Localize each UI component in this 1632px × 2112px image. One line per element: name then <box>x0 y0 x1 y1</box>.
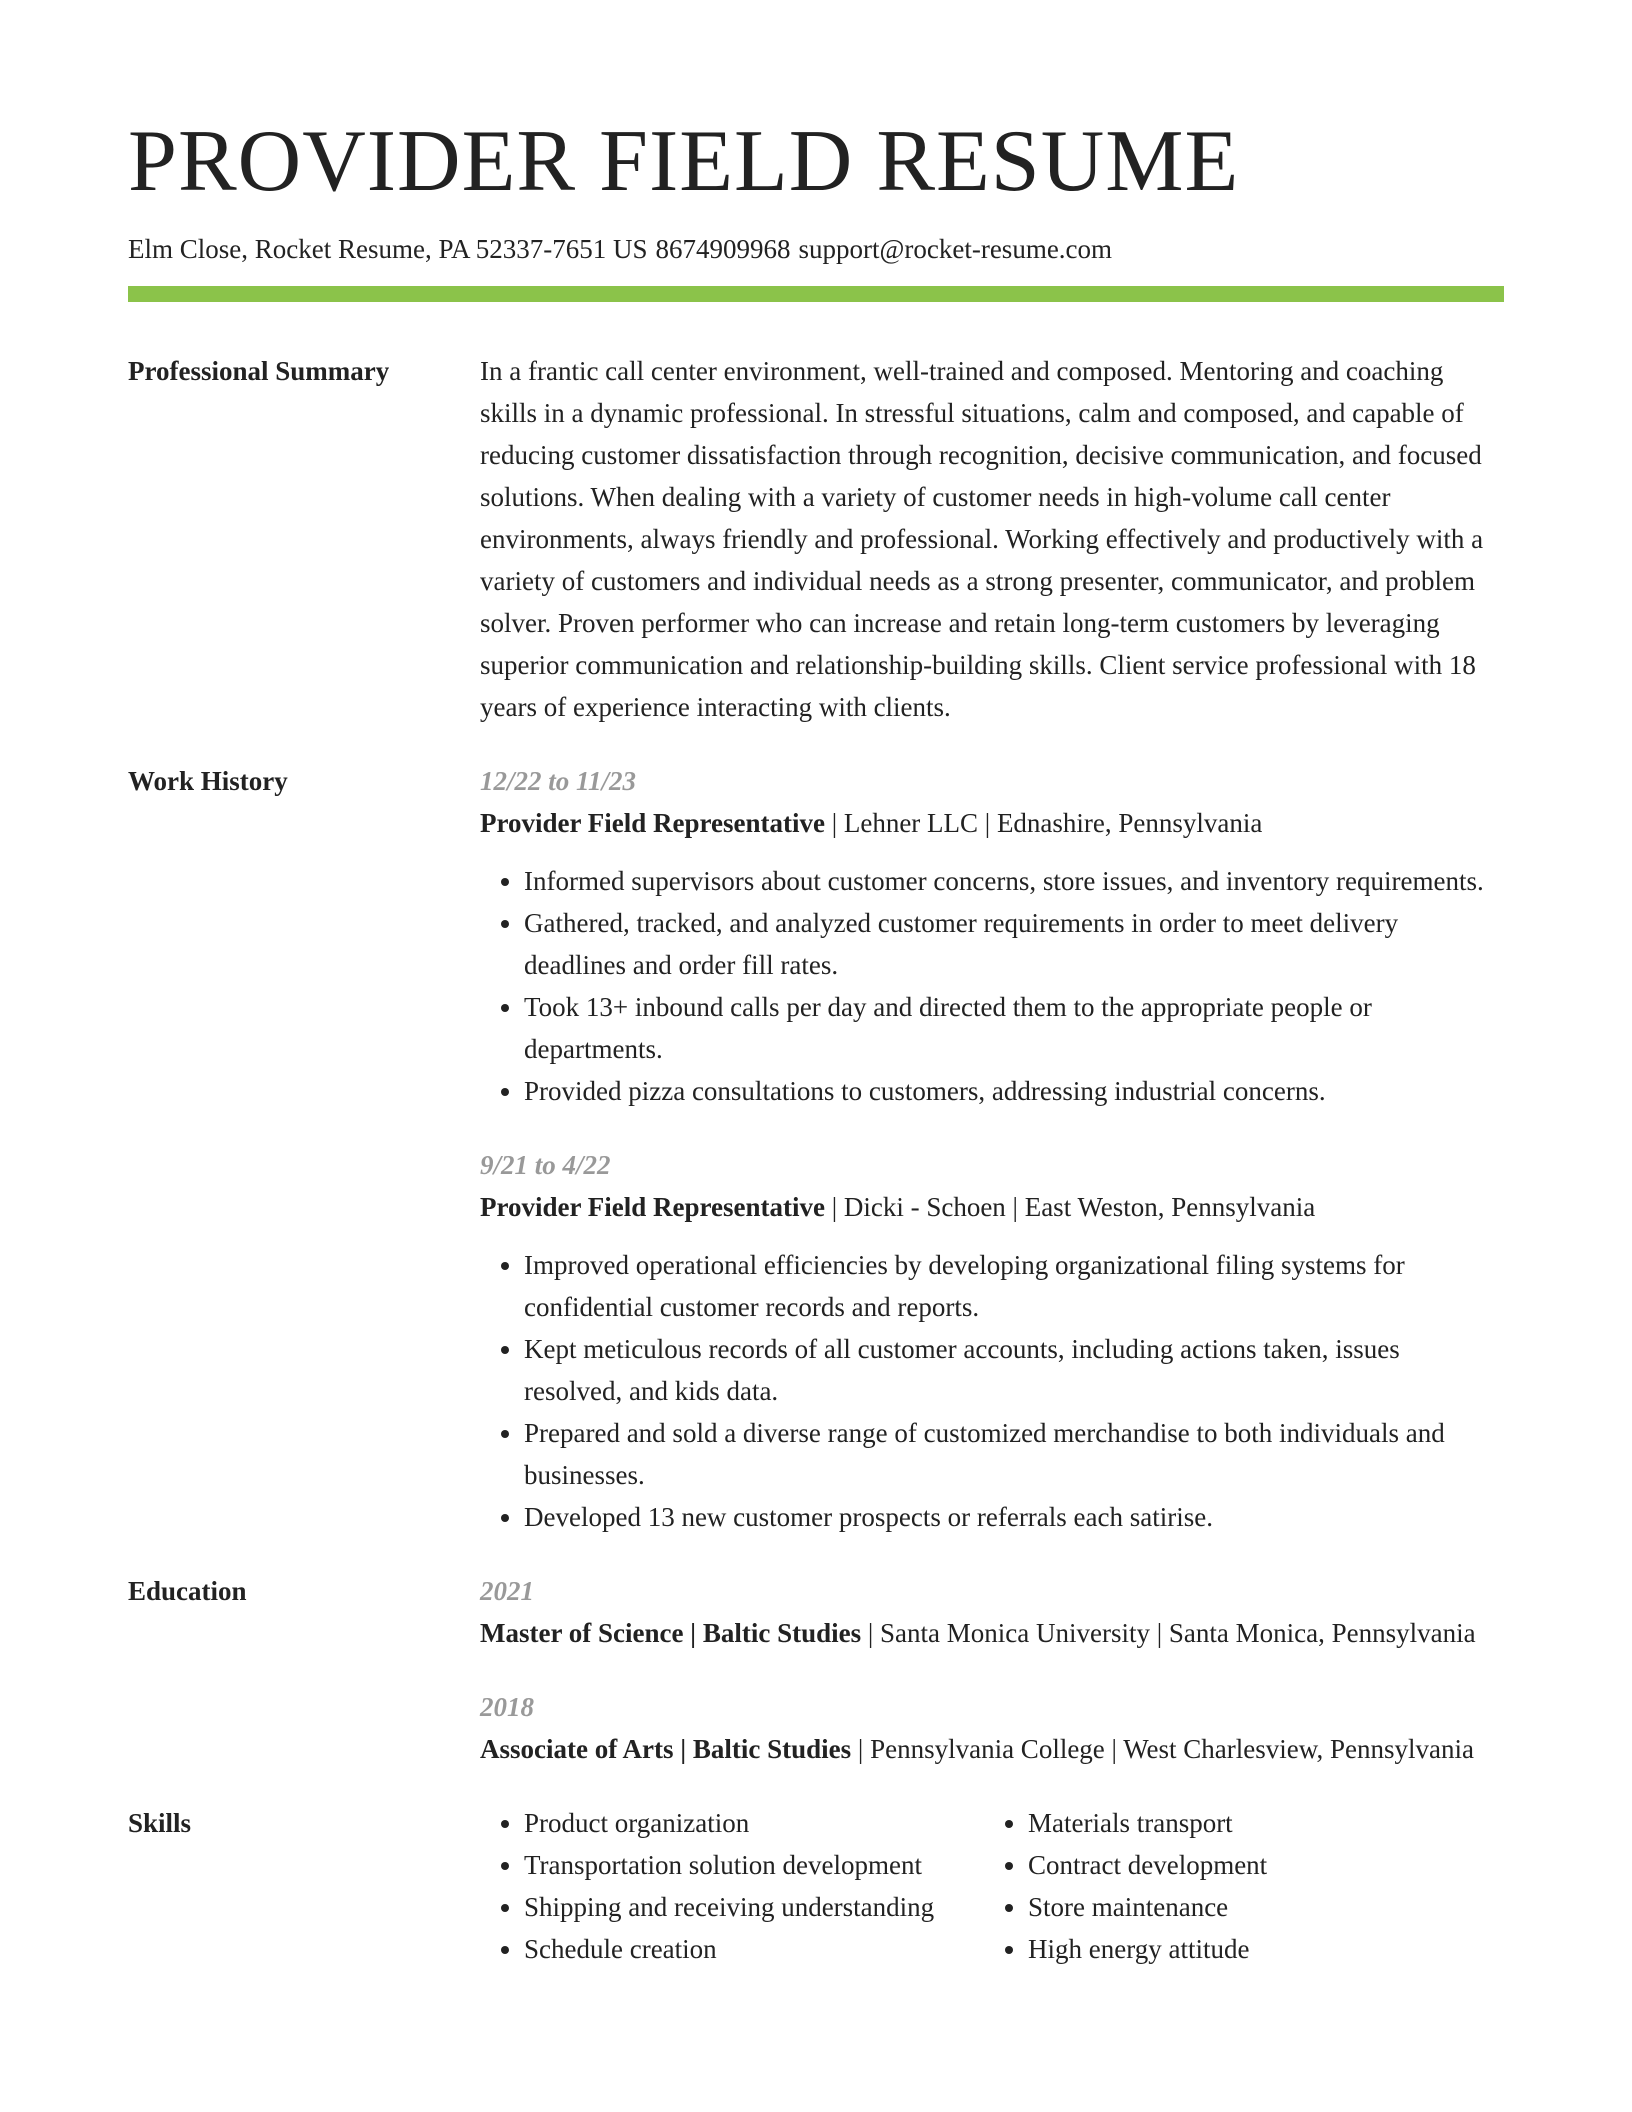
skill-item: • Product organization <box>524 1802 984 1844</box>
education-body <box>480 1570 1504 1770</box>
job-bullets <box>480 1244 1504 1538</box>
job-role: Provider Field Representative <box>480 808 825 838</box>
job-bullet: • Developed 13 new customer prospects or referrals each satirise. <box>524 1496 1504 1538</box>
summary-text: In a frantic call center environment, well-trained and composed. Mentoring and coaching skills in a dynamic professional. In stressful situations, calm and composed, and capable of reducing customer dissatisfaction through recognition, decisive communication, and focused solutions. When dealing with a variety of customer needs in high-volume call center environments, always friendly and professional. Working effectively and productively with a variety of customers and individual needs as a strong presenter, communicator, and problem solver. Proven performer who can increase and retain long-term customers by leveraging superior communication and relationship-building skills. Client service professional with 18 years of experience interacting with clients. <box>480 356 1484 722</box>
education-year: 2018 <box>480 1692 534 1722</box>
skills-heading: Skills <box>128 1808 192 1838</box>
education-details: | Santa Monica University | Santa Monica, Pennsylvania <box>861 1618 1476 1648</box>
job-dates: 9/21 to 4/22 <box>480 1150 611 1180</box>
job-dates: 12/22 to 11/23 <box>480 766 637 796</box>
contact-phone: 8674909968 <box>655 234 791 264</box>
resume-sections <box>128 350 1504 2002</box>
contact-email: support@rocket-resume.com <box>798 234 1113 264</box>
job-bullet: • Improved operational efficiencies by developing organizational filing systems for confidential customer records and reports. <box>524 1244 1504 1328</box>
skills-column-left <box>480 1802 984 1970</box>
job-bullet: • Prepared and sold a diverse range of customized merchandise to both individuals and businesses. <box>524 1412 1504 1496</box>
summary-heading: Professional Summary <box>128 356 390 386</box>
job-details: | Dicki - Schoen | East Weston, Pennsylvania <box>824 1192 1316 1222</box>
job-header <box>480 1186 1504 1228</box>
education-section <box>128 1570 1504 1770</box>
education-degree: Associate of Arts | Baltic Studies <box>480 1734 852 1764</box>
job-entry <box>480 760 1504 1112</box>
skill-item: • Materials transport <box>1028 1802 1267 1844</box>
job-bullet: • Gathered, tracked, and analyzed customer requirements in order to meet delivery deadlines and order fill rates. <box>524 902 1504 986</box>
resume-title: PROVIDER FIELD RESUME <box>128 113 1240 210</box>
skill-item: • Transportation solution development <box>524 1844 984 1886</box>
skills-section <box>128 1802 1504 1970</box>
education-header <box>480 1728 1504 1770</box>
job-details: | Lehner LLC | Ednashire, Pennsylvania <box>824 808 1263 838</box>
skills-body <box>480 1802 1504 1970</box>
education-degree: Master of Science | Baltic Studies <box>480 1618 862 1648</box>
contact-address: Elm Close, Rocket Resume, PA 52337-7651 US <box>128 234 648 264</box>
job-bullet: • Informed supervisors about customer concerns, store issues, and inventory requirements. <box>524 860 1504 902</box>
job-bullet: • Took 13+ inbound calls per day and directed them to the appropriate people or departments. <box>524 986 1504 1070</box>
skill-item: • High energy attitude <box>1028 1928 1267 1970</box>
job-header <box>480 802 1504 844</box>
education-heading: Education <box>128 1576 247 1606</box>
skill-item: • Store maintenance <box>1028 1886 1267 1928</box>
work-history-body <box>480 760 1504 1538</box>
job-bullets <box>480 860 1504 1112</box>
skills-column-right <box>984 1802 1267 1970</box>
job-entry <box>480 1144 1504 1538</box>
education-entry <box>480 1686 1504 1770</box>
skills-grid <box>480 1802 1504 1970</box>
summary-body <box>480 350 1504 728</box>
education-entry <box>480 1570 1504 1654</box>
job-role: Provider Field Representative <box>480 1192 825 1222</box>
job-bullet: • Provided pizza consultations to customers, addressing industrial concerns. <box>524 1070 1504 1112</box>
skill-item: • Contract development <box>1028 1844 1267 1886</box>
work-history-section <box>128 760 1504 1538</box>
education-details: | Pennsylvania College | West Charlesview, Pennsylvania <box>851 1734 1474 1764</box>
education-header <box>480 1612 1504 1654</box>
work-history-heading: Work History <box>128 766 288 796</box>
contact-line <box>128 232 1120 266</box>
job-bullet: • Kept meticulous records of all customer accounts, including actions taken, issues resolved, and kids data. <box>524 1328 1504 1412</box>
skill-item: • Shipping and receiving understanding <box>524 1886 984 1928</box>
accent-divider <box>128 286 1504 302</box>
education-year: 2021 <box>480 1576 534 1606</box>
summary-section <box>128 350 1504 728</box>
skill-item: • Schedule creation <box>524 1928 984 1970</box>
